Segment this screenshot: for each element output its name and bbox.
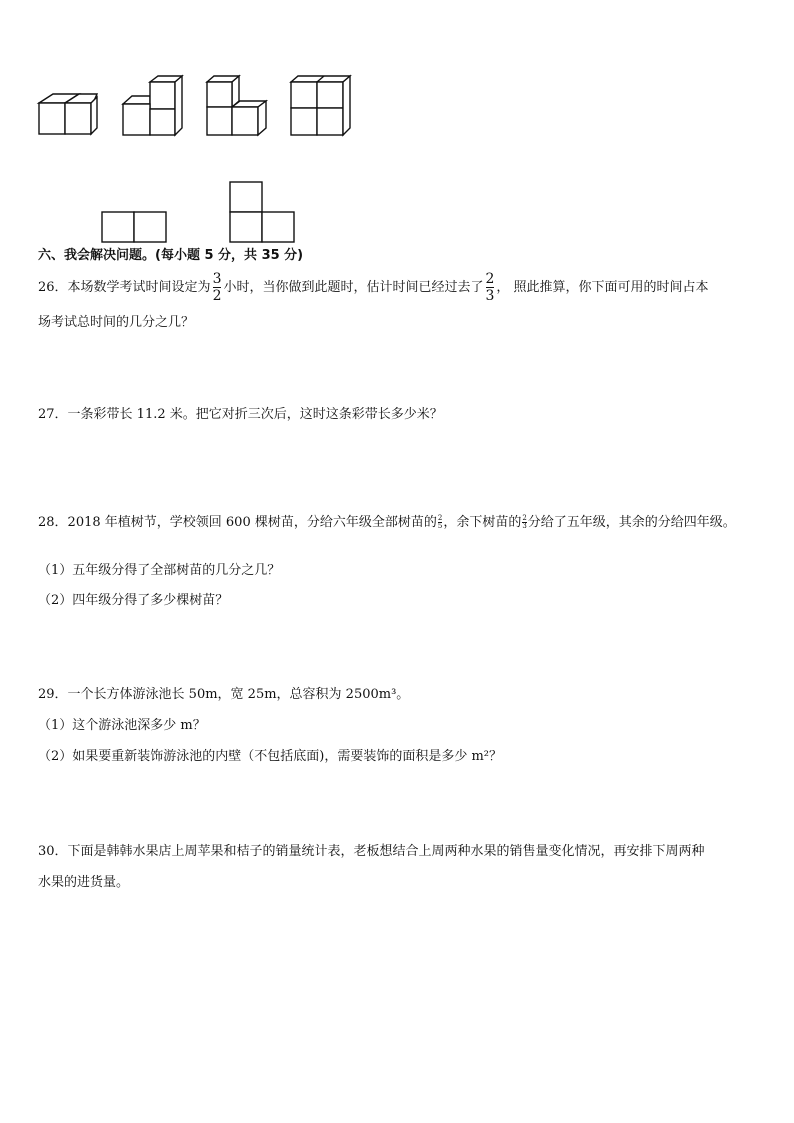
cube-figure-1 [36, 90, 102, 138]
problem-28-sub-1: （1）五年级分得了全部树苗的几分之几？ [38, 563, 281, 578]
problem-27: 27．一条彩带长 11.2 米。把它对折三次后，这时这条彩带长多少米？ [38, 407, 443, 422]
problem-number: 28． [38, 515, 68, 530]
problem-29-sub-1: （1）这个游泳池深多少 m？ [38, 718, 206, 733]
fraction-2-3-small: $\frac{2}{3}$ [522, 514, 527, 530]
fraction-2-3: $\frac{2}{3}$ [485, 271, 495, 304]
problem-29: 29．一个长方体游泳池长 50m，宽 25m，总容积为 2500m³。 [38, 687, 410, 702]
view-figure-1 [100, 210, 168, 244]
fraction-2-5: $\frac{2}{5}$ [437, 514, 443, 530]
problem-30-line-2: 水果的进货量。 [38, 875, 130, 890]
problem-number: 26． [38, 280, 68, 295]
problem-number: 29． [38, 687, 68, 702]
view-figure-2 [228, 180, 296, 244]
problem-28: 28．2018 年植树节，学校领回 600 棵树苗，分给六年级全部树苗的 $\frac{2}{5}$ ，余下树苗的 $\frac{2}{3}$ 分给了五年级，其余的分给四年级。 [38, 514, 736, 530]
problem-number: 30． [38, 844, 68, 859]
cube-figure-3 [204, 74, 270, 138]
problem-26: 26．本场数学考试时间设定为 $\frac{3}{2}$ 小时，当你做到此题时，估计时间已经过去了 $\frac{2}{3}$ ， 照此推算，你下面可用的时间占本 [38, 271, 709, 304]
problem-number: 27． [38, 407, 68, 422]
problem-28-sub-2: （2）四年级分得了多少棵树苗？ [38, 593, 229, 608]
fraction-3-2: $\frac{3}{2}$ [212, 271, 222, 304]
problem-29-sub-2: （2）如果要重新装饰游泳池的内壁（不包括底面)，需要装饰的面积是多少 m²？ [38, 749, 503, 764]
problem-30: 30．下面是韩韩水果店上周苹果和桔子的销量统计表，老板想结合上周两种水果的销售量变化情况，再安排下周两种 [38, 844, 705, 859]
cube-figure-4 [288, 74, 354, 138]
problem-26-line-2: 场考试总时间的几分之几？ [38, 315, 195, 330]
cube-figure-2 [120, 74, 186, 138]
section-heading: 六、我会解决问题。(每小题 5 分，共 35 分) [38, 248, 304, 263]
